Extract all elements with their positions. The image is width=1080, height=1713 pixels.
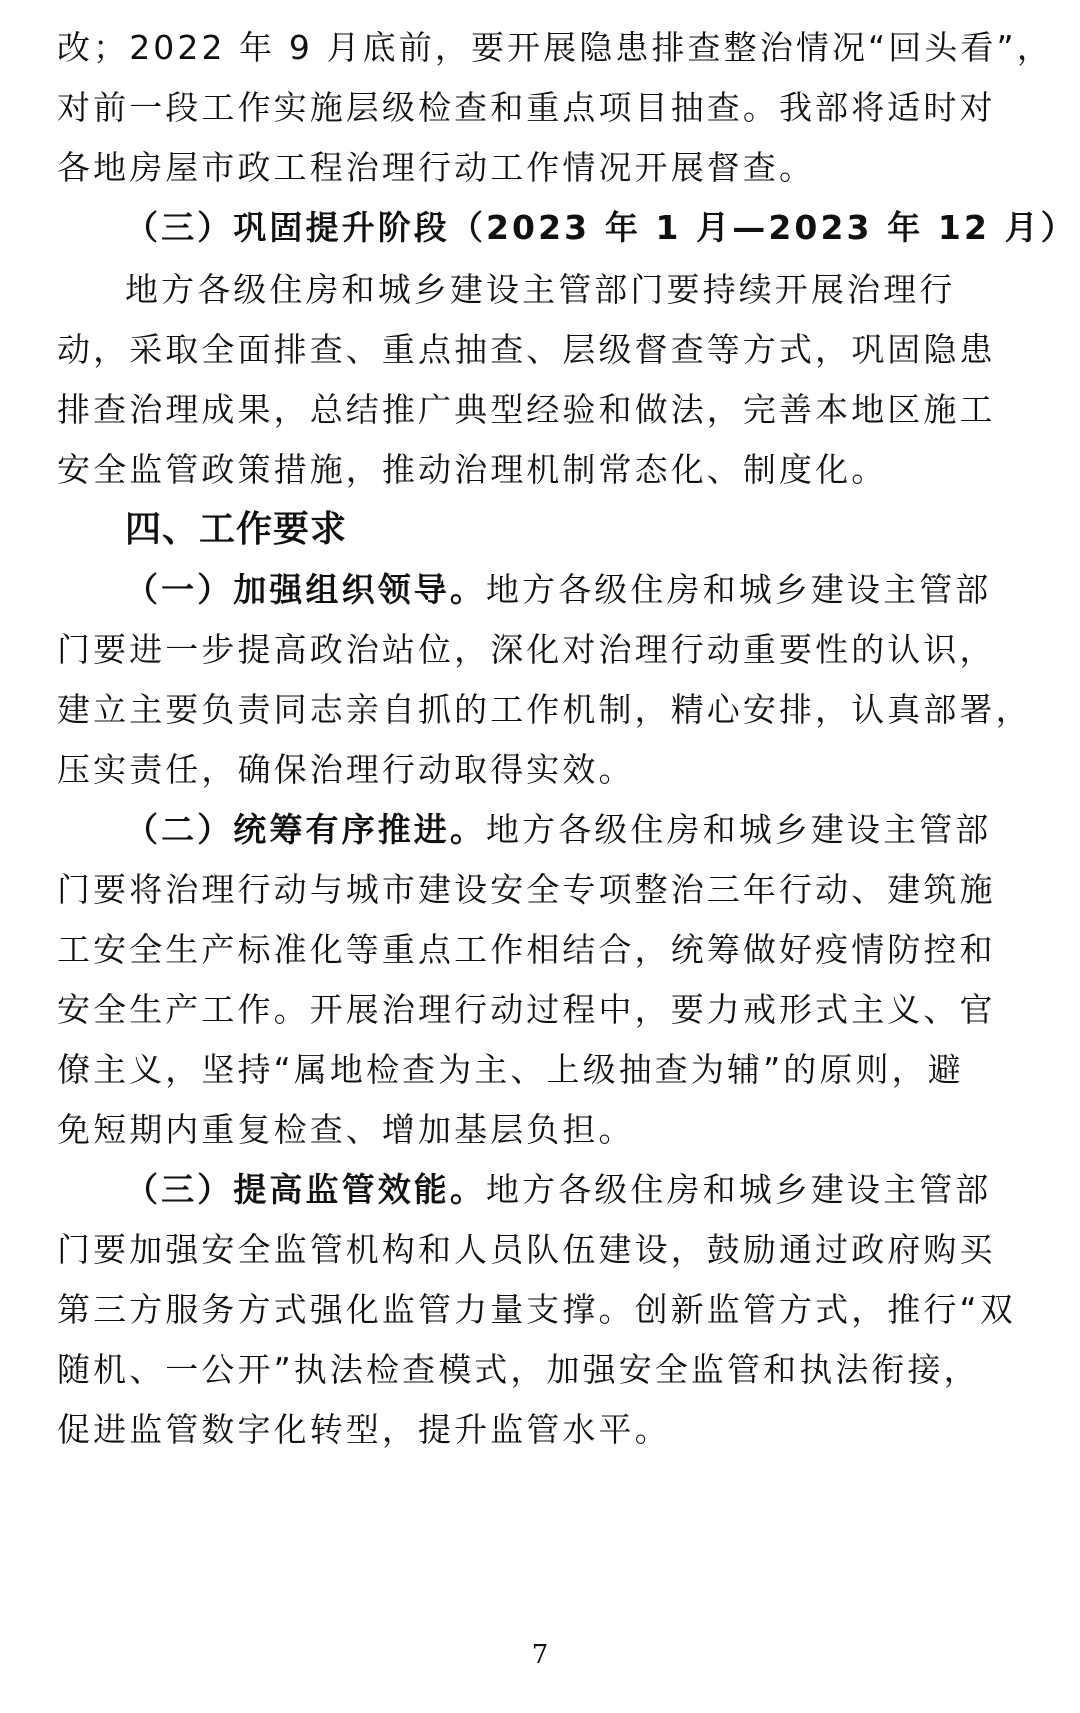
paragraph-lead-text: 地方各级住房和城乡建设主管部 bbox=[486, 570, 992, 609]
paragraph-first-line bbox=[0, 560, 1080, 620]
section-heading: 四、工作要求 bbox=[125, 509, 348, 550]
paragraph-lead: （二）统筹有序推进。 bbox=[125, 810, 486, 849]
text-line: 地方各级住房和城乡建设主管部门要持续开展治理行 bbox=[125, 270, 956, 309]
paragraph-lead: （三）提高监管效能。 bbox=[125, 1170, 486, 1209]
text-line: 门要进一步提高政治站位，深化对治理行动重要性的认识， bbox=[57, 630, 996, 669]
text-line: 对前一段工作实施层级检查和重点项目抽查。我部将适时对 bbox=[57, 88, 996, 127]
text-line: 压实责任，确保治理行动取得实效。 bbox=[57, 750, 635, 789]
text-line: 随机、一公开”执法检查模式，加强安全监管和执法衔接， bbox=[57, 1350, 980, 1389]
text-line: 促进监管数字化转型，提升监管水平。 bbox=[57, 1410, 671, 1449]
text-line: 门要加强安全监管机构和人员队伍建设，鼓励通过政府购买 bbox=[57, 1230, 996, 1269]
subsection-heading: （三）巩固提升阶段（2023 年 1 月—2023 年 12 月） bbox=[125, 208, 1077, 247]
text-line: 动，采取全面排查、重点抽查、层级督查等方式，巩固隐患 bbox=[57, 330, 996, 369]
paragraph-lead-text: 地方各级住房和城乡建设主管部 bbox=[486, 810, 992, 849]
paragraph-lead-text: 地方各级住房和城乡建设主管部 bbox=[486, 1170, 992, 1209]
paragraph-first-line bbox=[0, 1160, 1080, 1220]
text-line: 安全监管政策措施，推动治理机制常态化、制度化。 bbox=[57, 450, 888, 489]
text-line: 安全生产工作。开展治理行动过程中，要力戒形式主义、官 bbox=[57, 990, 996, 1029]
page-number: 7 bbox=[531, 1640, 549, 1670]
text-line: 免短期内重复检查、增加基层负担。 bbox=[57, 1110, 635, 1149]
text-line: 排查治理成果，总结推广典型经验和做法，完善本地区施工 bbox=[57, 390, 996, 429]
text-line: 建立主要负责同志亲自抓的工作机制，精心安排，认真部署， bbox=[57, 690, 1032, 729]
text-line: 各地房屋市政工程治理行动工作情况开展督查。 bbox=[57, 148, 816, 187]
paragraph-lead: （一）加强组织领导。 bbox=[125, 570, 486, 609]
text-line: 改；2022 年 9 月底前，要开展隐患排查整治情况“回头看”， bbox=[57, 28, 1053, 67]
text-line: 僚主义，坚持“属地检查为主、上级抽查为辅”的原则，避 bbox=[57, 1050, 964, 1089]
text-line: 第三方服务方式强化监管力量支撑。创新监管方式，推行“双 bbox=[57, 1290, 1016, 1329]
text-line: 工安全生产标准化等重点工作相结合，统筹做好疫情防控和 bbox=[57, 930, 996, 969]
paragraph-first-line bbox=[0, 800, 1080, 860]
text-line: 门要将治理行动与城市建设安全专项整治三年行动、建筑施 bbox=[57, 870, 996, 909]
